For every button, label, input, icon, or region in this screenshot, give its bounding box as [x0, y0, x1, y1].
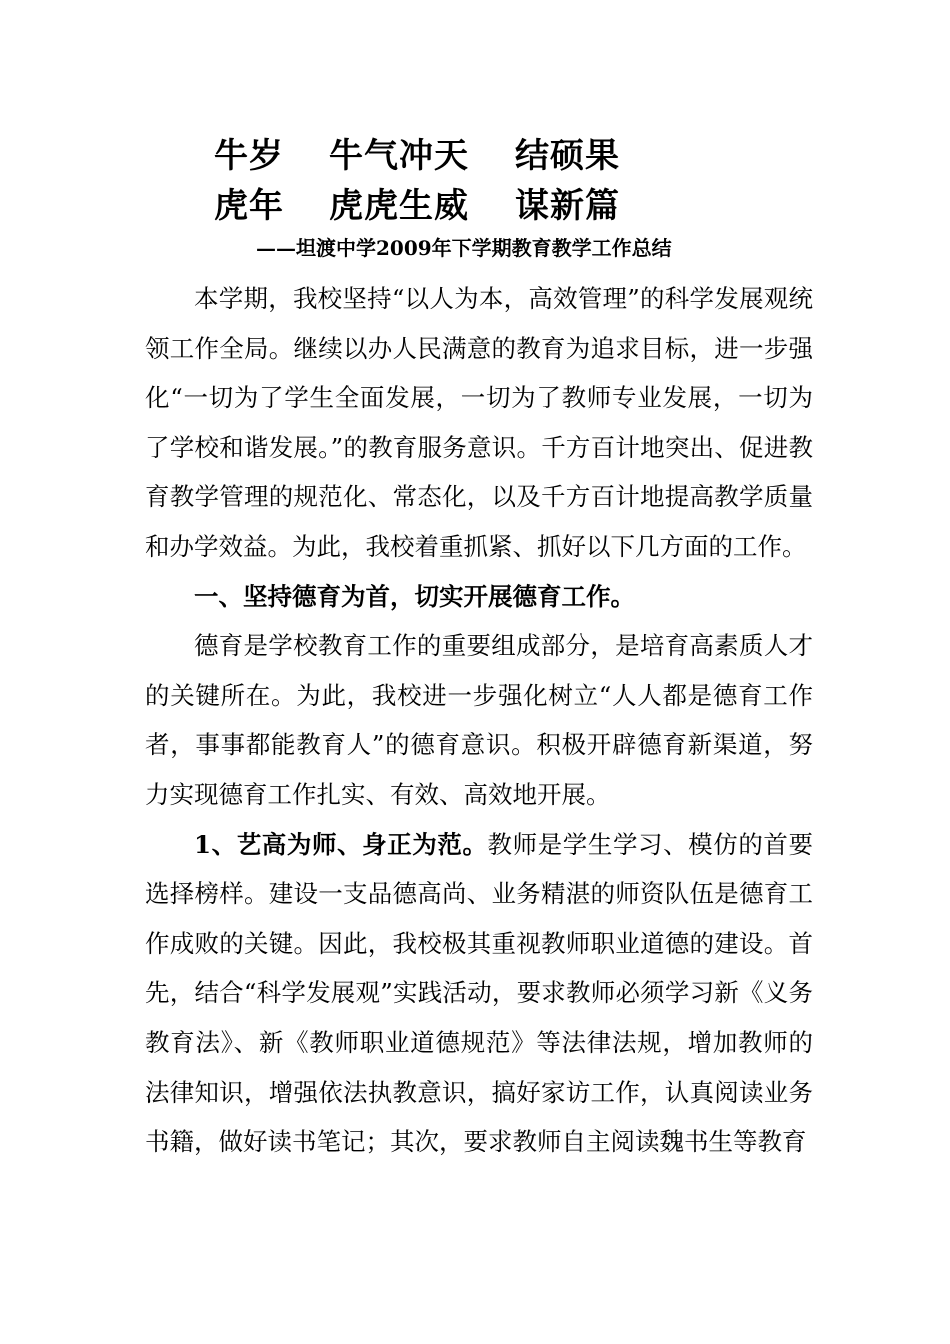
item-1-lead: 1、艺高为师、身正为范。	[194, 829, 488, 859]
item-1-body: 教师是学生学习、模仿的首要选择榜样。建设一支品德高尚、业务精湛的师资队伍是德育工作成败的关键。因此，我校极其重视教师职业道德的建设。首先，结合“科学发展观”实践活动，要求教师必须学习新《义务教育法》、新《教师职业道德规范》等法律法规，增加教师的法律知识，增强依法执教意识，搞好家访工作，认真阅读业务书籍，做好读书笔记；其次，要求教师自主阅读魏书生等教育	[145, 829, 814, 1157]
document-body	[145, 274, 813, 1167]
title-line-2-part-2: 虎虎生威	[329, 186, 469, 226]
title-line-1-part-3: 结硕果	[515, 136, 620, 176]
section-1-heading: 一、坚持德育为首，切实开展德育工作。	[194, 581, 635, 611]
title-line-1	[214, 128, 620, 177]
title-line-2	[214, 178, 620, 227]
title-line-2-part-1: 虎年	[214, 186, 284, 226]
item-1-paragraph	[145, 820, 813, 1167]
section-1-paragraph: 德育是学校教育工作的重要组成部分，是培育高素质人才的关键所在。为此，我校进一步强化树立“人人都是德育工作者，事事都能教育人”的德育意识。积极开辟德育新渠道，努力实现德育工作扎实、有效、高效地开展。	[145, 631, 813, 809]
title-line-2-part-3: 谋新篇	[515, 186, 620, 226]
intro-paragraph: 本学期，我校坚持“以人为本，高效管理”的科学发展观统领工作全局。继续以办人民满意的教育为追求目标，进一步强化“一切为了学生全面发展，一切为了教师专业发展，一切为了学校和谐发展。”的教育服务意识。千方百计地突出、促进教育教学管理的规范化、常态化，以及千方百计地提高教学质量和办学效益。为此，我校着重抓紧、抓好以下几方面的工作。	[145, 284, 813, 561]
title-line-1-part-1: 牛岁	[214, 136, 284, 176]
subtitle: ——坦渡中学2009年下学期教育教学工作总结	[256, 236, 672, 260]
title-line-1-part-2: 牛气冲天	[329, 136, 469, 176]
